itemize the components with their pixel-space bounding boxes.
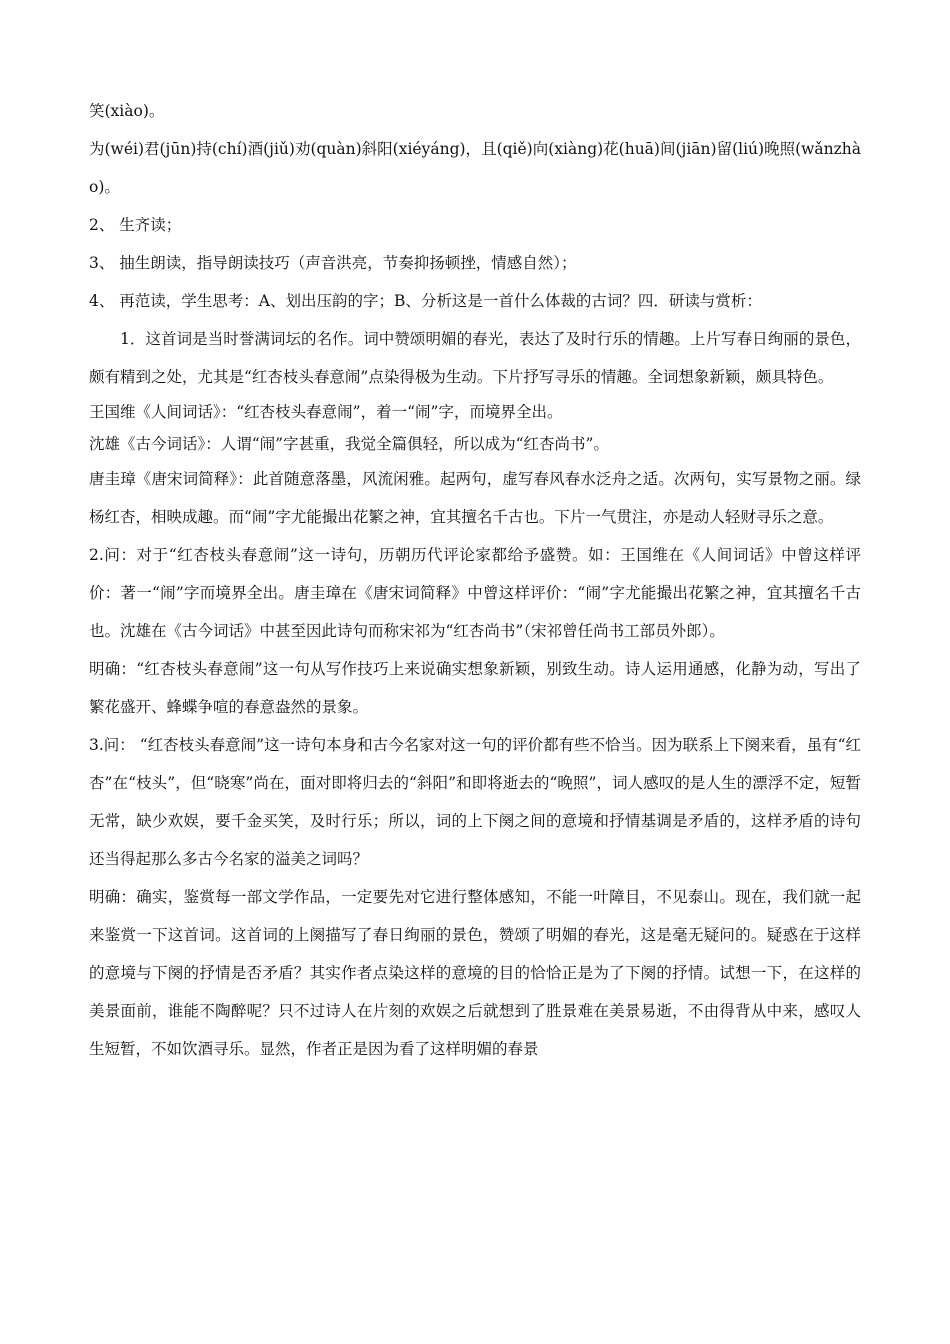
paragraph-step-3: 3、 抽生朗读，指导朗读技巧（声音洪亮，节奏抑扬顿挫，情感自然）； [89, 254, 577, 272]
document-body [89, 92, 861, 1068]
paragraph-step-2: 2、 生齐读； [89, 216, 182, 234]
paragraph-pinyin-end: 笑(xiào)。 [89, 102, 165, 120]
paragraph-quote-tang: 唐圭璋《唐宋词简释》：此首随意落墨，风流闲雅。起两句，虚写春风春水泛舟之适。次两句，实写景物之丽。绿杨红杏，相映成趣。而“闹”字尤能撮出花繁之神，宜其擅名千古也。下片一气贯注，亦是动人轻财寻乐之意。 [89, 470, 861, 526]
paragraph-question-3: 3.问： “红杏枝头春意闹”这一诗句本身和古今名家对这一句的评价都有些不恰当。因为联系上下阕来看，虽有“红杏”在“枝头”，但“晓寒”尚在，面对即将归去的“斜阳”和即将逝去的“晚照”，词人感叹的是人生的漂浮不定，短暂无常，缺少欢娱，要千金买笑，及时行乐；所以，词的上下阕之间的意境和抒情基调是矛盾的，这样矛盾的诗句还当得起那么多古今名家的溢美之词吗？ [89, 736, 861, 868]
paragraph-quote-wang: 王国维《人间词话》：“红杏枝头春意闹”，着一“闹”字，而境界全出。 [89, 403, 563, 421]
paragraph-answer-3: 明确：确实，鉴赏每一部文学作品，一定要先对它进行整体感知，不能一叶障目，不见泰山。现在，我们就一起来鉴赏一下这首词。这首词的上阕描写了春日绚丽的景色，赞颂了明媚的春光，这是毫无疑问的。疑惑在于这样的意境与下阕的抒情是否矛盾？其实作者点染这样的意境的目的恰恰正是为了下阕的抒情。试想一下，在这样的美景面前，谁能不陶醉呢？只不过诗人在片刻的欢娱之后就想到了胜景难在美景易逝，不由得背从中来，感叹人生短暂，不如饮酒寻乐。显然，作者正是因为看了这样明媚的春景 [89, 888, 861, 1058]
paragraph-answer-2: 明确：“红杏枝头春意闹”这一句从写作技巧上来说确实想象新颖，别致生动。诗人运用通感，化静为动，写出了繁花盛开、蜂蝶争喧的春意盎然的景象。 [89, 660, 861, 716]
paragraph-pinyin-line: 为(wéi)君(jūn)持(chí)酒(jiǔ)劝(quàn)斜阳(xiéyáng)，且(qiě)向(xiàng)花(huā)间(jiān)留(liú)晚照(wǎnzhào)。 [89, 140, 861, 196]
paragraph-quote-shen: 沈雄《古今词话》：人谓“闹”字甚重，我觉全篇俱轻，所以成为“红杏尚书”。 [89, 435, 609, 453]
paragraph-step-4: 4、 再范读，学生思考：A、划出压韵的字；B、分析这是一首什么体裁的古词？四．研读与赏析： [89, 292, 762, 310]
paragraph-question-2: 2.问：对于“红杏枝头春意闹”这一诗句，历朝历代评论家都给予盛赞。如：王国维在《人间词话》中曾这样评价：著一“闹”字而境界全出。唐圭璋在《唐宋词简释》中曾这样评价：“闹”字尤能撮出花繁之神，宜其擅名千古也。沈雄在《古今词话》中甚至因此诗句而称宋祁为“红杏尚书”（宋祁曾任尚书工部员外郎）。 [89, 546, 861, 640]
paragraph-analysis-1: 1．这首词是当时誉满词坛的名作。词中赞颂明媚的春光，表达了及时行乐的情趣。上片写春日绚丽的景色，颇有精到之处，尤其是“红杏枝头春意闹”点染得极为生动。下片抒写寻乐的情趣。全词想象新颖，颇具特色。 [89, 330, 861, 386]
